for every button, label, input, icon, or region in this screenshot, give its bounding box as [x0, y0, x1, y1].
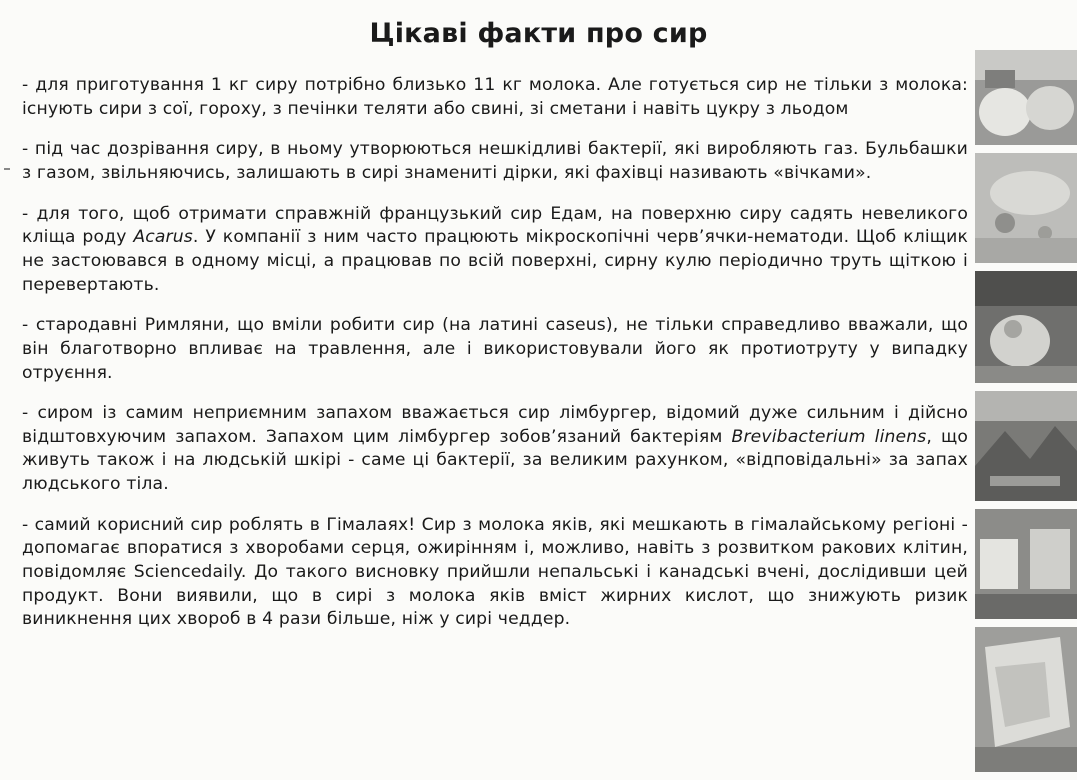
cheese-photo	[975, 627, 1077, 772]
fact-text: - сиром із самим неприємним запахом вважається сир лімбургер, відомий дуже сильним і дійсно відштовхуючим запахом. Запахом цим лімбургер зобов’язаний бактеріям	[22, 403, 968, 447]
fact-paragraph	[22, 314, 968, 385]
fact-paragraph	[22, 514, 968, 632]
fact-paragraph	[22, 74, 968, 121]
fact-text: - для приготування 1 кг сиру потрібно близько 11 кг молока. Але готується сир не тільки з молока: існують сири з сої, гороху, з печінки теляти або свині, зі сметани і навіть цукру з льодом	[22, 75, 968, 119]
cheese-photo	[975, 153, 1077, 263]
fact-paragraph	[22, 138, 968, 185]
page-title: Цікаві факти про сир	[369, 18, 708, 49]
species-name: Brevibacterium linens	[731, 426, 927, 447]
fact-paragraph	[22, 203, 968, 297]
genus-name: Acarus	[133, 227, 193, 248]
photo-strip	[975, 50, 1077, 780]
fact-text: - самий корисний сир роблять в Гімалаях! Сир з молока яків, які мешкають в гімалайському регіоні - допомагає впоратися з хворобами серця, ожирінням і, можливо, навіть з розвитком ракових клітин, повідомляє Sciencedaily. До такого висновку прийшли непальські і канадські вчені, дослідивши цей продукт. Вони виявили, що в сирі з молока яків вміст жирних кислот, що знижують ризик виникнення цих хвороб в 4 рази більше, ніж у сирі чеддер.	[22, 514, 968, 630]
fact-text: . У компанії з ним часто працюють мікроскопічні черв’ячки-нематоди. Щоб кліщик не застоювався в одному місці, а працював по всій поверхні, сирну кулю періодично труть щіткою і перевертають.	[22, 227, 968, 295]
cheese-photo	[975, 50, 1077, 145]
fact-text: , що живуть також і на людській шкірі - саме ці бактерії, за великим рахунком, «відповідальні» за запах людського тіла.	[22, 426, 969, 495]
fact-text: - для того, щоб отримати справжній французький сир Едам, на поверхню сиру садять невеликого кліща роду	[22, 203, 968, 248]
facts-list	[22, 74, 968, 643]
cheese-photo	[975, 509, 1077, 619]
fact-text: - під час дозрівання сиру, в ньому утворюються нешкідливі бактерії, які виробляють газ. Бульбашки з газом, звільняючись, залишають в сирі знамениті дірки, які фахівці називають «вічками».	[22, 139, 968, 183]
scan-mark	[4, 168, 10, 170]
cheese-photo	[975, 391, 1077, 501]
fact-text: - стародавні Римляни, що вміли робити сир (на латині caseus), не тільки справедливо вважали, що він благотворно впливає на травлення, але і використовували його як протиотруту у випадку отруєння.	[22, 315, 968, 383]
fact-paragraph	[22, 402, 968, 496]
cheese-photo	[975, 271, 1077, 383]
